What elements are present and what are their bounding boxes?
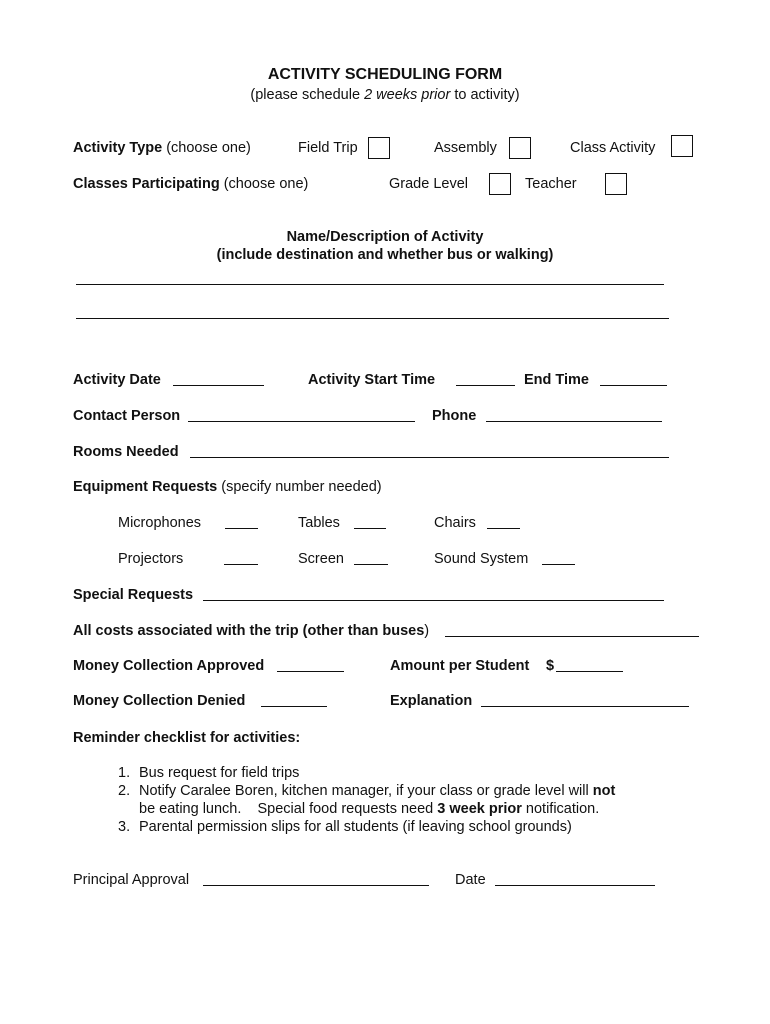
- dollar-sign: $: [546, 658, 555, 674]
- activity-date-label: Activity Date: [73, 372, 161, 388]
- money-denied-input[interactable]: [261, 693, 327, 707]
- sound-system-input[interactable]: [542, 551, 575, 565]
- form-title: ACTIVITY SCHEDULING FORM: [267, 66, 503, 83]
- explanation-label: Explanation: [390, 693, 473, 709]
- subtitle-emphasis: 2 weeks prior: [364, 87, 451, 103]
- money-denied-label: Money Collection Denied: [73, 693, 246, 709]
- activity-date-input[interactable]: [173, 372, 264, 386]
- date-input[interactable]: [495, 872, 655, 886]
- checklist-item-2-number: 2.: [118, 783, 131, 799]
- option-class-activity-label: Class Activity: [570, 140, 656, 156]
- subtitle-pre: (please schedule: [250, 87, 365, 103]
- costs-input[interactable]: [445, 623, 699, 637]
- activity-type-label: Activity Type (choose one): [73, 140, 251, 156]
- contact-person-input[interactable]: [188, 408, 415, 422]
- classes-participating-label: Classes Participating (choose one): [73, 176, 309, 192]
- checklist-item-2-line-1: Notify Caralee Boren, kitchen manager, if your class or grade level will not: [139, 783, 616, 799]
- description-line-2[interactable]: [76, 318, 669, 319]
- grade-level-checkbox[interactable]: [489, 173, 511, 195]
- option-assembly-label: Assembly: [434, 140, 497, 156]
- form-subtitle: [0, 87, 770, 103]
- option-teacher-label: Teacher: [525, 176, 577, 192]
- date-label: Date: [455, 872, 486, 888]
- amount-per-student-input[interactable]: [556, 658, 623, 672]
- option-grade-level-label: Grade Level: [389, 176, 468, 192]
- chairs-label: Chairs: [434, 515, 476, 531]
- start-time-input[interactable]: [456, 372, 515, 386]
- start-time-label: Activity Start Time: [308, 372, 436, 388]
- checklist-item-1: Bus request for field trips: [139, 765, 300, 781]
- tables-label: Tables: [298, 515, 340, 531]
- checklist-item-3: Parental permission slips for all students (if leaving school grounds): [139, 819, 572, 835]
- amount-per-student-label: Amount per Student: [390, 658, 530, 674]
- projectors-label: Projectors: [118, 551, 184, 567]
- checklist-item-2-line-2: be eating lunch. Special food requests need 3 week prior notification.: [139, 801, 600, 817]
- screen-label: Screen: [298, 551, 344, 567]
- phone-label: Phone: [432, 408, 477, 424]
- description-line-1[interactable]: [76, 284, 664, 285]
- costs-label: All costs associated with the trip (other than buses): [73, 623, 430, 639]
- contact-person-label: Contact Person: [73, 408, 181, 424]
- explanation-input[interactable]: [481, 693, 689, 707]
- microphones-input[interactable]: [225, 515, 258, 529]
- special-requests-label: Special Requests: [73, 587, 194, 603]
- sound-system-label: Sound System: [434, 551, 529, 567]
- tables-input[interactable]: [354, 515, 386, 529]
- name-description-note: (include destination and whether bus or walking): [216, 247, 554, 263]
- end-time-input[interactable]: [600, 372, 667, 386]
- projectors-input[interactable]: [224, 551, 258, 565]
- special-requests-input[interactable]: [203, 587, 664, 601]
- assembly-checkbox[interactable]: [509, 137, 531, 159]
- microphones-label: Microphones: [118, 515, 202, 531]
- equipment-requests-label: Equipment Requests (specify number needed): [73, 479, 382, 495]
- checklist-item-1-number: 1.: [118, 765, 131, 781]
- rooms-needed-label: Rooms Needed: [73, 444, 179, 460]
- class-activity-checkbox[interactable]: [671, 135, 693, 157]
- field-trip-checkbox[interactable]: [368, 137, 390, 159]
- chairs-input[interactable]: [487, 515, 520, 529]
- checklist-heading: Reminder checklist for activities:: [73, 730, 301, 746]
- money-approved-label: Money Collection Approved: [73, 658, 265, 674]
- rooms-needed-input[interactable]: [190, 444, 669, 458]
- principal-approval-label: Principal Approval: [73, 872, 190, 888]
- teacher-checkbox[interactable]: [605, 173, 627, 195]
- phone-input[interactable]: [486, 408, 662, 422]
- option-field-trip-label: Field Trip: [298, 140, 358, 156]
- principal-approval-input[interactable]: [203, 872, 429, 886]
- end-time-label: End Time: [524, 372, 589, 388]
- name-description-heading: Name/Description of Activity: [286, 229, 484, 245]
- screen-input[interactable]: [354, 551, 388, 565]
- checklist-item-3-number: 3.: [118, 819, 131, 835]
- money-approved-input[interactable]: [277, 658, 344, 672]
- subtitle-post: to activity): [450, 87, 520, 103]
